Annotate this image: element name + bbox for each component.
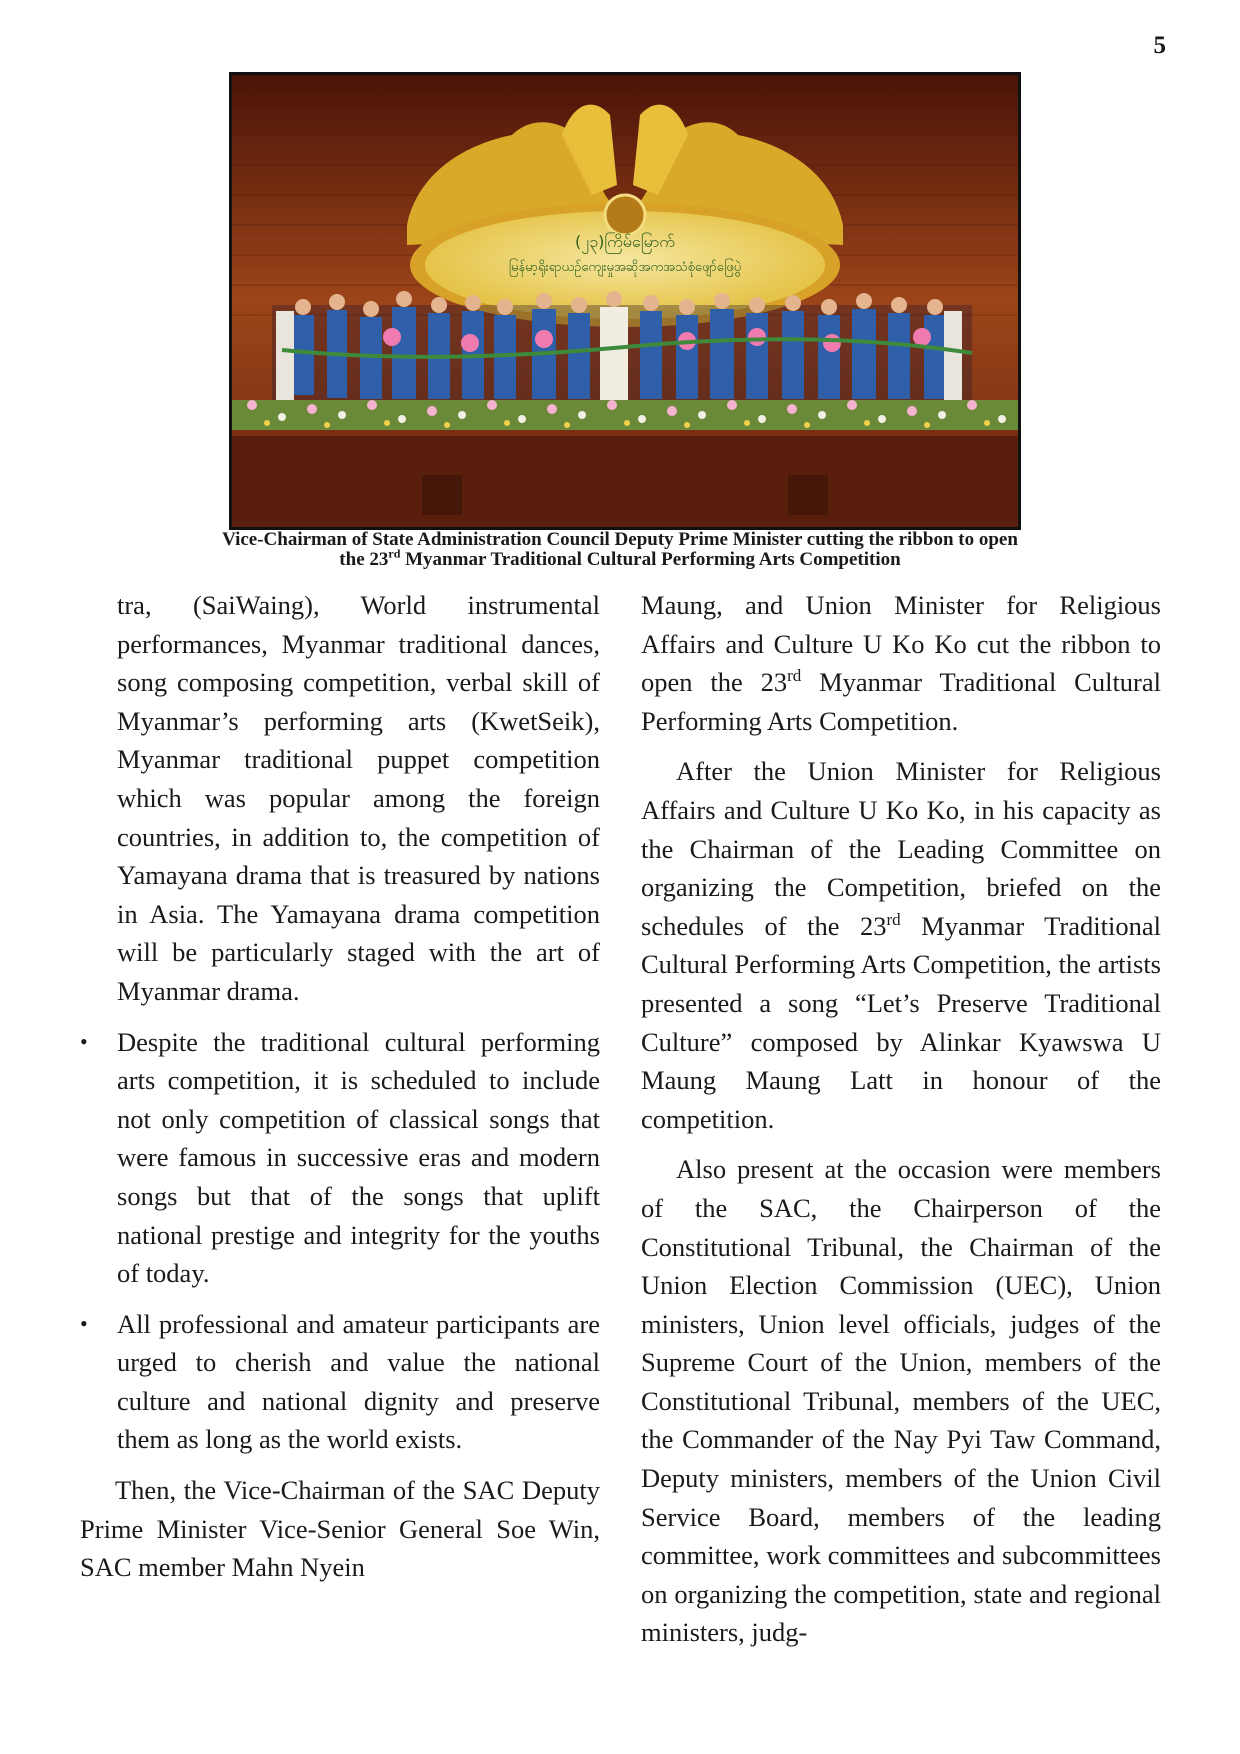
photo-banner-line2: မြန်မာ့ရိုးရာယဉ်ကျေးမှုအဆိုအကအသံစုံဖျော်ဖြေပွဲ — [508, 260, 742, 275]
right-p1-ordinal: rd — [787, 666, 802, 686]
ceremony-photo — [229, 72, 1021, 530]
right-column — [641, 586, 1161, 1664]
left-paragraph-2: Then, the Vice-Chairman of the SAC Deputy Prime Minister Vice-Senior General Soe Win, SAC member Mahn Nyein — [80, 1475, 600, 1583]
page-number: 5 — [1153, 32, 1166, 59]
photo-caption — [120, 530, 1120, 570]
bullet-mark: • — [80, 1028, 88, 1054]
bullet-mark: • — [80, 1310, 88, 1336]
bullet-text-2: All professional and amateur participants are urged to cherish and value the national culture and national dignity and preserve them as long as the world exists. — [117, 1308, 600, 1455]
bullet-item-1 — [80, 1023, 600, 1293]
right-p2-start: After the Union Minister for Religious Affairs and Culture U Ko Ko, in his capacity as the Chairman of the Leading Committee on organizing the Competition, briefed on the schedules of the 23 — [641, 756, 1161, 941]
caption-line-2-end: Myanmar Traditional Cultural Performing Arts Competition — [400, 549, 901, 570]
right-p1-start: Maung, and Union Minister for Religious Affairs and Culture U Ko Ko cut the ribbon to open the 23 — [641, 590, 1161, 698]
right-p2-ordinal: rd — [886, 909, 901, 929]
bullet-list — [80, 1023, 600, 1460]
photo-banner-line1: (၂၃)ကြိမ်မြောက် — [575, 232, 675, 251]
left-column — [80, 586, 600, 1599]
bullet-item-2 — [80, 1305, 600, 1459]
right-paragraph-1 — [641, 586, 1161, 740]
right-p1-end: Myanmar Traditional Cultural Performing Arts Competition. — [641, 667, 1162, 736]
right-paragraph-3: Also present at the occasion were members of the SAC, the Chairperson of the Constitutional Tribunal, the Chairman of the Union Election Commission (UEC), Union ministers, Union level officials, judges of the Supreme Court of the Union, members of the Constitutional Tribunal, members of the UEC, the Commander of the Nay Pyi Taw Command, Deputy ministers, members of the Union Civil Service Board, members of the leading committee, work committees and subcommittees on organizing the competition, state and regional ministers, judg- — [641, 1154, 1161, 1648]
caption-line-2 — [120, 546, 1120, 570]
caption-line-1: Vice-Chairman of State Administration Council Deputy Prime Minister cutting the ribbon to open — [222, 529, 1018, 550]
ceremony-photo-illustration — [232, 75, 1018, 527]
right-paragraph-2 — [641, 752, 1161, 1138]
right-p2-end: Myanmar Traditional Cultural Performing Arts Competition, the artists presented a song “Let’s Preserve Traditional Culture” composed by Alinkar Kyawswa U Maung Maung Latt in honour of the competition. — [641, 910, 1161, 1134]
left-paragraph-1: tra, (SaiWaing), World instrumental performances, Myanmar traditional dances, song composing competition, verbal skill of Myanmar’s performing arts (KwetSeik), Myanmar traditional puppet competition which was popular among the foreign countries, in addition to, the competition of Yamayana drama that is treasured by nations in Asia. The Yamayana drama competition will be particularly staged with the art of Myanmar drama. — [117, 590, 600, 1006]
bullet-text-1: Despite the traditional cultural performing arts competition, it is scheduled to include not only competition of classical songs that were famous in successive eras and modern songs but that of the songs that uplift national prestige and integrity for the youths of today. — [117, 1026, 600, 1289]
caption-ordinal: rd — [388, 546, 401, 561]
caption-line-2-start: the 23 — [339, 549, 389, 570]
